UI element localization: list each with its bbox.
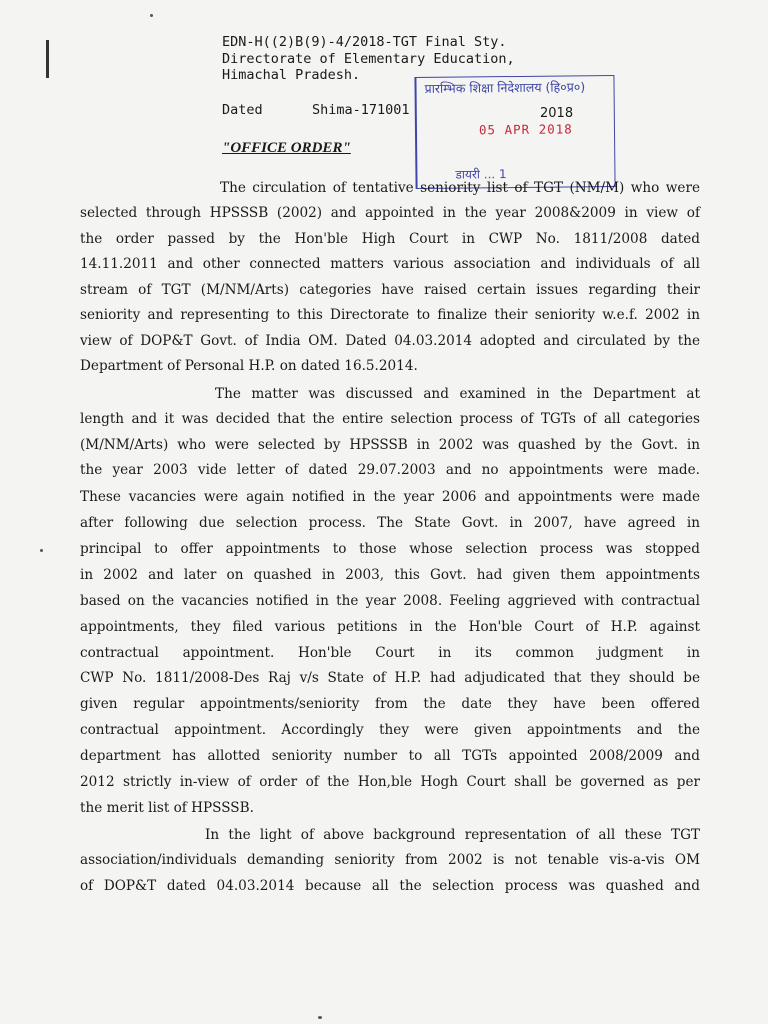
stamp-received-date: 05 APR 2018 <box>478 121 573 138</box>
body-line: stream of TGT (M/NM/Arts) categories have raised certain issues regarding their <box>80 282 700 298</box>
body-line: department has allotted seniority number to all TGTs appointed 2008/2009 and <box>80 748 700 764</box>
body-line: length and it was decided that the entire selection process of TGTs of all categories <box>80 411 700 427</box>
body-line: 14.11.2011 and other connected matters various association and individuals of all <box>80 256 700 272</box>
margin-mark <box>46 40 49 78</box>
body-line: after following due selection process. The State Govt. in 2007, have agreed in <box>80 515 700 531</box>
body-line: the year 2003 vide letter of dated 29.07.2003 and no appointments were made. <box>80 462 700 478</box>
file-reference: EDN-H((2)B(9)-4/2018-TGT Final Sty. <box>222 34 507 50</box>
scan-speck <box>318 1016 322 1019</box>
body-line: seniority and representing to this Directorate to finalize their seniority w.e.f. 2002 in <box>80 307 700 323</box>
issuing-state: Himachal Pradesh. <box>222 67 361 83</box>
scan-speck <box>40 549 43 552</box>
scan-speck <box>150 14 153 17</box>
receipt-stamp <box>414 75 615 189</box>
body-line: view of DOP&T Govt. of India OM. Dated 04.03.2014 adopted and circulated by the <box>80 333 700 349</box>
body-line: CWP No. 1811/2008-Des Raj v/s State of H.P. had adjudicated that they should be <box>80 670 700 686</box>
body-line: The matter was discussed and examined in the Department at <box>215 386 700 402</box>
stamp-diary-number: डायरी ... 1 <box>455 167 507 182</box>
body-line: In the light of above background representation of all these TGT <box>205 827 700 843</box>
body-line: The circulation of tentative seniority list of TGT (NM/M) who were <box>220 180 700 196</box>
body-line: the order passed by the Hon'ble High Court in CWP No. 1811/2008 dated <box>80 231 700 247</box>
body-line: the merit list of HPSSSB. <box>80 800 254 816</box>
body-line: based on the vacancies notified in the year 2008. Feeling aggrieved with contractual <box>80 593 700 609</box>
body-line: principal to offer appointments to those whose selection process was stopped <box>80 541 700 557</box>
place-pin: Shima-171001 <box>312 102 410 118</box>
body-line: in 2002 and later on quashed in 2003, this Govt. had given them appointments <box>80 567 700 583</box>
body-line: contractual appointment. Accordingly they were given appointments and the <box>80 722 700 738</box>
body-line: 2012 strictly in-view of order of the Hon,ble Hogh Court shall be governed as per <box>80 774 700 790</box>
order-year: 2018 <box>540 106 574 121</box>
body-line: association/individuals demanding seniority from 2002 is not tenable vis-a-vis OM <box>80 852 700 868</box>
body-line: These vacancies were again notified in the year 2006 and appointments were made <box>80 489 700 505</box>
body-line: appointments, they filed various petitions in the Hon'ble Court of H.P. against <box>80 619 700 635</box>
body-line: selected through HPSSSB (2002) and appointed in the year 2008&2009 in view of <box>80 205 700 221</box>
body-line: Department of Personal H.P. on dated 16.5.2014. <box>80 358 418 374</box>
body-line: contractual appointment. Hon'ble Court in its common judgment in <box>80 645 700 661</box>
body-line: of DOP&T dated 04.03.2014 because all the selection process was quashed and <box>80 878 700 894</box>
dated-label: Dated <box>222 102 263 118</box>
body-line: given regular appointments/seniority from the date they have been offered <box>80 696 700 712</box>
body-line: (M/NM/Arts) who were selected by HPSSSB in 2002 was quashed by the Govt. in <box>80 437 700 453</box>
issuing-office: Directorate of Elementary Education, <box>222 51 515 67</box>
stamp-department: प्रारम्भिक शिक्षा निदेशालय (हि०प्र०) <box>424 79 586 96</box>
order-title: "OFFICE ORDER" <box>222 140 351 156</box>
